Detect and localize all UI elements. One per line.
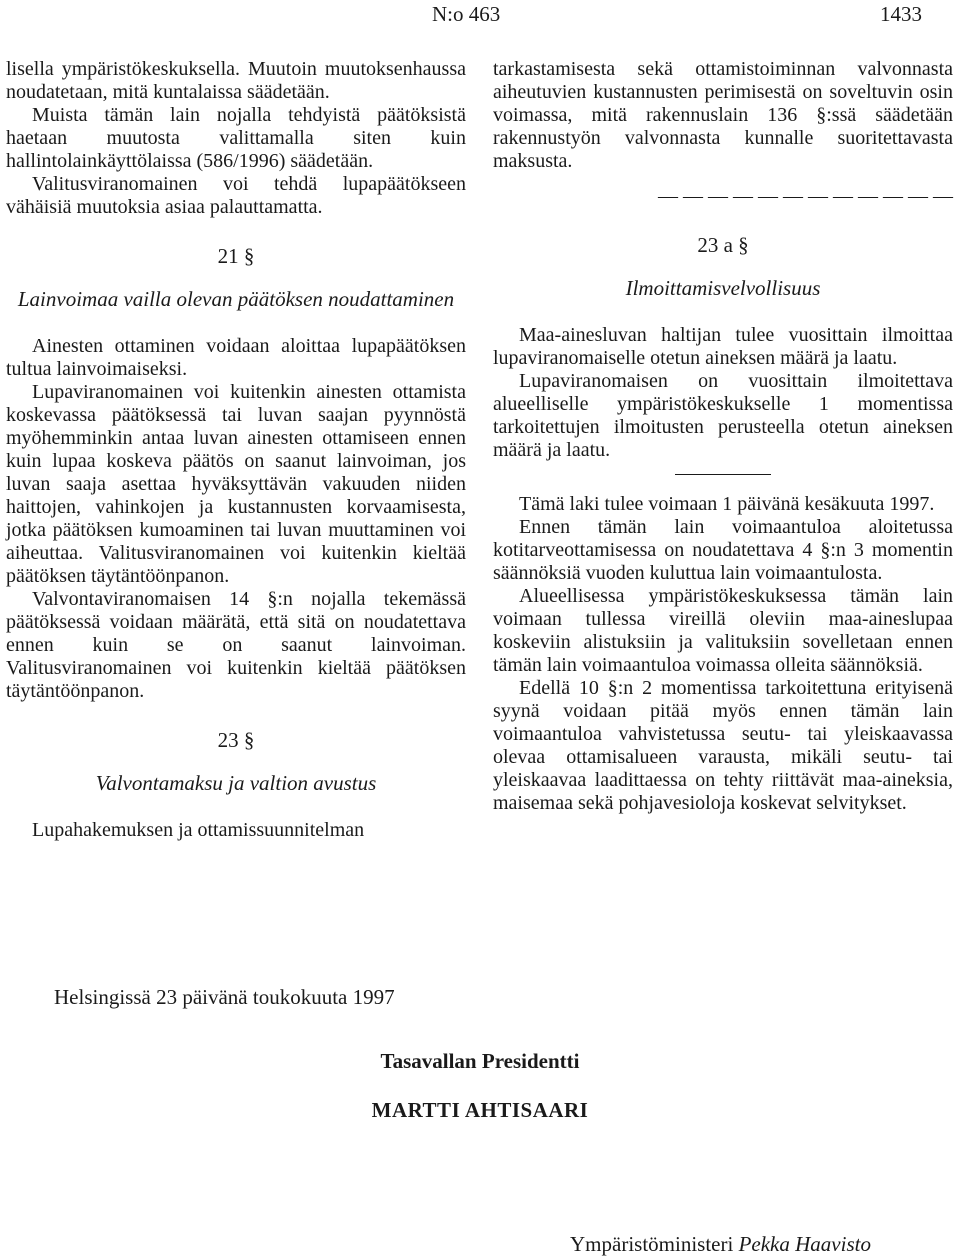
section-sign: §: [243, 728, 255, 752]
paragraph: Ennen tämän lain voimaantuloa aloitetussa kotitarveottamisessa on noudatettava 4 §:n 3 momentin säännöksiä vuoden kuluttua lain voimaantulosta.: [493, 516, 953, 584]
paragraph: lisella ympäristökeskuksella. Muutoin muutoksenhaussa noudatetaan, mitä kuntalaissa säädetään.: [6, 58, 466, 103]
section-heading-23a: [493, 234, 953, 257]
divider: [675, 474, 771, 475]
section-heading-23: [6, 729, 466, 752]
page-number: 1433: [880, 2, 922, 26]
paragraph: Lupahakemuksen ja ottamissuunnitelman: [32, 819, 365, 841]
paragraph: Ainesten ottaminen voidaan aloittaa lupapäätöksen tultua lainvoimaiseksi.: [6, 335, 466, 380]
paragraph: Maa-ainesluvan haltijan tulee vuosittain ilmoittaa lupaviranomaiselle otetun aineksen määrä ja laatu.: [493, 324, 953, 369]
paragraph: Tämä laki tulee voimaan 1 päivänä kesäkuuta 1997.: [519, 493, 935, 515]
section-sign: §: [738, 233, 749, 257]
left-column: [6, 58, 466, 842]
paragraph: Lupaviranomainen voi kuitenkin ainesten ottamista koskevassa päätöksessä tai luvan saajan pyynnöstä myöhemminkin antaa luvan ainesten ottamiseen ennen kuin lupaa koskeva päätös on saanut lainvoiman, jos luvan saaja asettaa hyväksyttävän vakuuden niiden haittojen, vahinkojen ja kustannusten korvaamisesta, jotka päätöksen kumoaminen tai luvan muuttaminen voi aiheuttaa. Valitusviranomainen voi kuitenkin kieltää päätöksen täytäntöönpanon.: [6, 381, 466, 587]
minister-signature: [570, 1232, 871, 1257]
paragraph: Valitusviranomainen voi tehdä lupapäätökseen vähäisiä muutoksia asiaa palauttamatta.: [6, 173, 466, 218]
president-title: Tasavallan Presidentti: [380, 1049, 580, 1073]
right-column: [493, 58, 953, 815]
president-name: MARTTI AHTISAARI: [371, 1098, 589, 1122]
paragraph: Edellä 10 §:n 2 momentissa tarkoitettuna erityisenä syynä voidaan pitää myös ennen tämän lain voimaantuloa vahvistetussa seutu- tai yleiskaavassa olevaa ottamisalueen varausta, mikäli seutu- tai yleiskaavaa laadittaessa on tehty riittävät maa-aineksia, maisemaa sekä pohjavesioloja koskevat selvitykset.: [493, 677, 953, 814]
section-number: 21: [217, 244, 239, 268]
place-and-date: Helsingissä 23 päivänä toukokuuta 1997: [54, 985, 395, 1009]
minister-title: Ympäristöministeri: [570, 1232, 739, 1256]
paragraph: Valvontaviranomaisen 14 §:n nojalla tekemässä päätöksessä voidaan määrätä, että sitä on noudatettava ennen kuin se on saanut lainvoiman. Valitusviranomainen voi kuitenkin kieltää päätöksen täytäntöönpanon.: [6, 588, 466, 702]
section-title: Valvontamaksu ja valtion avustus: [95, 771, 377, 795]
section-title: Ilmoittamisvelvollisuus: [625, 276, 821, 300]
paragraph: Alueellisessa ympäristökeskuksessa tämän lain voimaan tullessa vireillä oleviin maa-aineslupaa koskeviin alistuksiin ja valituksiin sovelletaan ennen tämän lain voimaantuloa voimassa olleita säännöksiä.: [493, 585, 953, 676]
section-number: 23 a: [697, 233, 733, 257]
section-title: Lainvoimaa vailla olevan päätöksen noudattaminen: [17, 287, 455, 311]
statute-number: N:o 463: [432, 2, 501, 26]
paragraph: Lupaviranomaisen on vuosittain ilmoitettava alueelliselle ympäristökeskukselle 1 momentissa tarkoitettujen ilmoitusten perusteella otetun aineksen määrä ja laatu.: [493, 370, 953, 461]
section-number: 23: [217, 728, 239, 752]
paragraph: Muista tämän lain nojalla tehdyistä päätöksistä haetaan muutosta valittamalla siten kuin hallintolainkäyttölaissa (586/1996) säädetään.: [6, 104, 466, 172]
section-heading-21: [6, 245, 466, 268]
omission-dashes: — — — — — — — — — — — —: [658, 185, 953, 207]
paragraph: tarkastamisesta sekä ottamistoiminnan valvonnasta aiheutuvien kustannusten perimisestä on soveltuvin osin voimassa, mitä rakennuslain 136 §:ssä säädetään rakennustyön valvonnasta kunnalle suoritettavasta maksusta.: [493, 58, 953, 172]
minister-name: Pekka Haavisto: [738, 1232, 871, 1256]
section-sign: §: [243, 244, 255, 268]
